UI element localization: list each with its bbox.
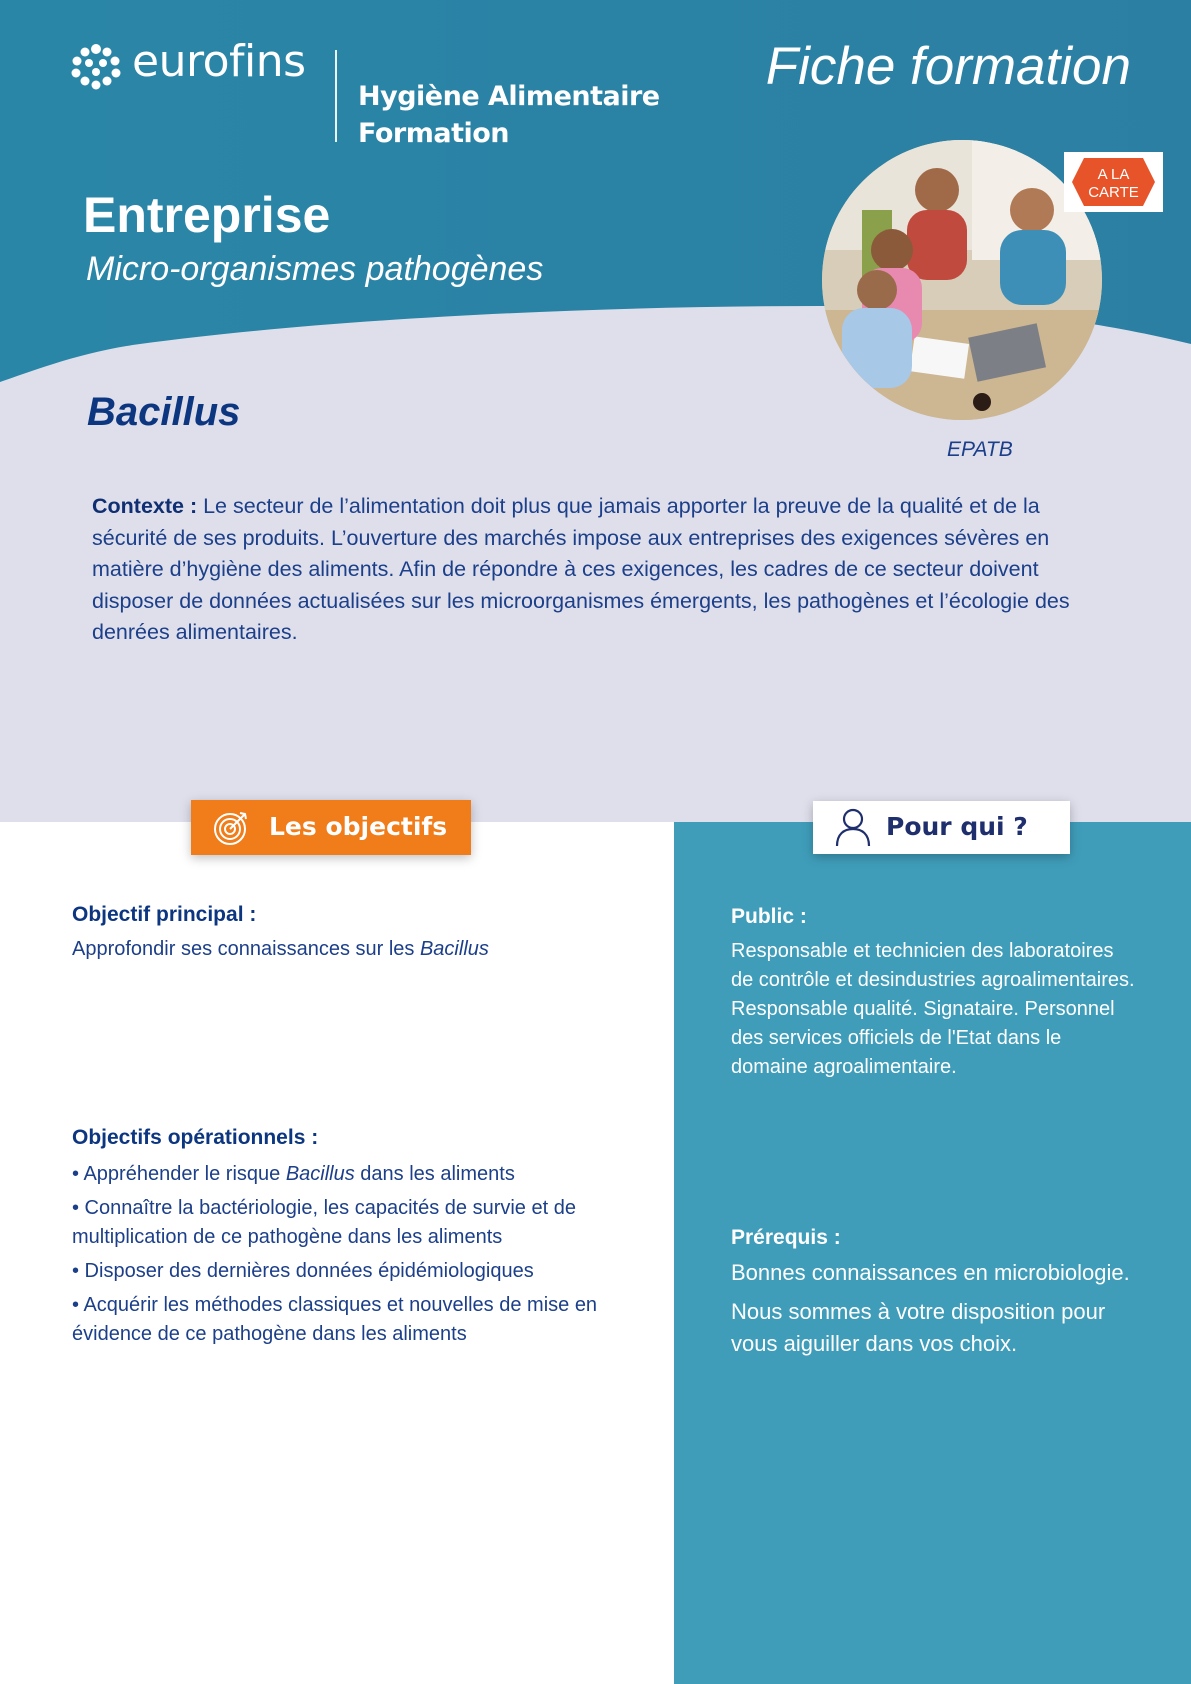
main-objective-text (72, 938, 632, 961)
audience-label: Pour qui ? (886, 812, 1028, 841)
list-item (72, 1257, 632, 1286)
a-la-carte-badge-graphic (1064, 152, 1163, 212)
context-label: Contexte : (92, 494, 198, 518)
svg-text:CARTE: CARTE (1088, 184, 1139, 201)
brand-line-2: Formation (358, 118, 510, 149)
prerequisites-note: Nous sommes à votre disposition pour vous aiguiller dans vos choix. (731, 1299, 1106, 1356)
list-item-text: • Acquérir les méthodes classiques et nouvelles de mise en évidence de ce pathogène dans les aliments (72, 1294, 598, 1345)
objectives-label: Les objectifs (269, 812, 448, 841)
person-icon (835, 807, 871, 847)
operational-objectives-list (72, 1160, 632, 1354)
brand-subtitle (358, 78, 660, 152)
header-divider (335, 50, 337, 142)
list-item-text: • Connaître la bactériologie, les capacités de survie et de multiplication de ce pathogène dans les aliments (72, 1197, 576, 1248)
page-subtitle: Micro-organismes pathogènes (86, 250, 544, 288)
objectives-heading-badge (191, 800, 471, 855)
brand-line-1: Hygiène Alimentaire (358, 81, 660, 112)
a-la-carte-badge (1064, 152, 1163, 212)
eurofins-logo (70, 36, 320, 94)
team-photo (822, 140, 1102, 420)
list-item (72, 1291, 632, 1349)
course-name: Bacillus (87, 390, 241, 434)
public-text: Responsable et technicien des laboratoires de contrôle et desindustries agroalimentaires. Responsable qualité. Signataire. Personnel des services officiels de l'Etat dans le domaine agroalimentaire. (731, 940, 1135, 1078)
list-item (72, 1194, 632, 1252)
svg-text:A LA: A LA (1097, 166, 1130, 183)
brand-name: eurofins (132, 36, 306, 87)
list-item-italic: Bacillus (285, 1163, 355, 1185)
audience-heading-badge (813, 801, 1070, 854)
main-objective-italic: Bacillus (419, 938, 489, 960)
list-item-suffix: dans les aliments (354, 1163, 515, 1185)
page-title: Entreprise (83, 187, 331, 243)
public-heading: Public : (731, 905, 807, 928)
main-objective-prefix: Approfondir ses connaissances sur les (72, 938, 420, 960)
document-type: Fiche formation (765, 37, 1131, 96)
operational-objectives-heading: Objectifs opérationnels : (72, 1126, 319, 1149)
prerequisites-heading: Prérequis : (731, 1226, 841, 1249)
prerequisites-text: Bonnes connaissances en microbiologie. (731, 1260, 1130, 1285)
eurofins-dots-icon (70, 42, 122, 90)
list-item (72, 1160, 632, 1189)
context-text: Le secteur de l’alimentation doit plus que jamais apporter la preuve de la qualité et de la sécurité de ses produits. L’ouverture des marchés impose aux entreprises des exigences sévères en matière d’hygiène des aliments. Afin de répondre à ces exigences, les cadres de ce secteur doivent disposer de données actualisées sur les microorganismes émergents, les pathogènes et l’écologie des denrées alimentaires. (92, 494, 1070, 645)
team-photo-illustration (822, 140, 1102, 420)
main-objective-heading: Objectif principal : (72, 903, 257, 926)
target-icon (213, 810, 251, 846)
list-item-text: • Disposer des dernières données épidémiologiques (72, 1260, 534, 1282)
course-code: EPATB (947, 438, 1013, 461)
list-item-text: • Appréhender le risque (72, 1163, 286, 1185)
context-paragraph (92, 491, 1092, 649)
